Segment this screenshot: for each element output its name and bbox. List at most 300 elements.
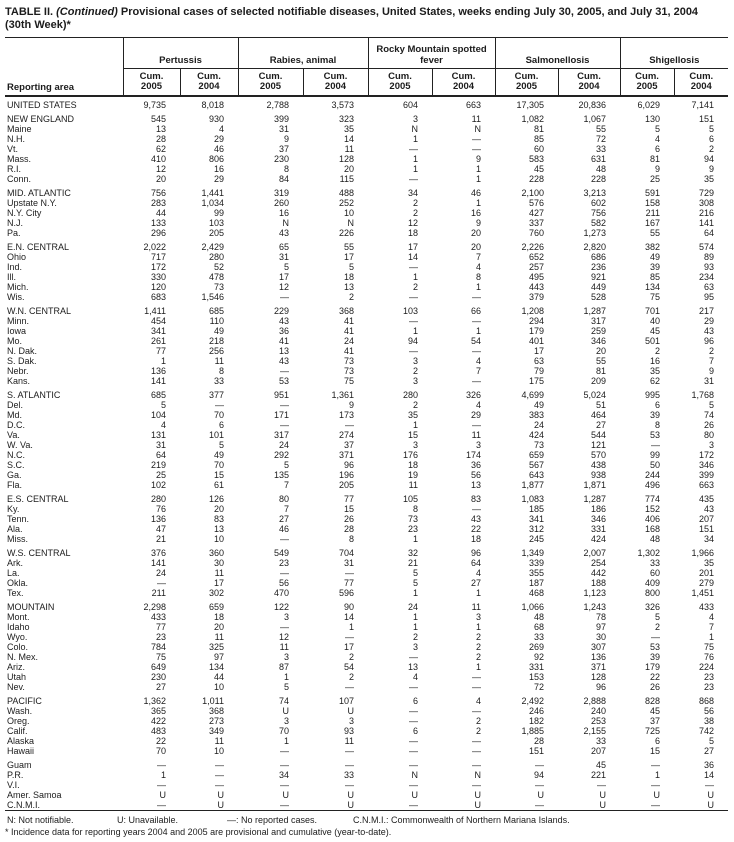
value-cell: 337: [528, 218, 545, 228]
value-cell: 254: [591, 558, 607, 568]
value-cell: 659: [208, 602, 224, 612]
value-cell: 130: [645, 114, 661, 124]
value-cell: 1,411: [144, 306, 166, 316]
value-cell: 47: [155, 524, 166, 534]
table-row: [5, 410, 728, 420]
table-row: [5, 198, 728, 208]
value-cell: 43: [278, 356, 289, 366]
reporting-area-cell: S.C.: [7, 460, 25, 470]
value-cell: 121: [591, 440, 607, 450]
value-cell: 2: [348, 292, 354, 302]
reporting-area-cell: Tenn.: [7, 514, 30, 524]
table-row: [5, 208, 728, 218]
value-cell: 433: [150, 612, 166, 622]
value-cell: 488: [338, 188, 354, 198]
value-cell: U: [653, 790, 661, 800]
value-cell: 7,141: [691, 100, 715, 110]
value-cell: 16: [278, 208, 289, 218]
value-cell: 11: [214, 632, 224, 642]
reporting-area-cell: Ind.: [7, 262, 23, 272]
value-cell: 244: [645, 470, 661, 480]
value-cell: —: [535, 780, 545, 790]
value-cell: 7: [709, 356, 715, 366]
value-cell: 496: [645, 480, 661, 490]
value-cell: 15: [213, 470, 224, 480]
value-cell: 13: [278, 346, 289, 356]
value-cell: 83: [471, 494, 482, 504]
value-cell: 23: [704, 682, 715, 692]
reporting-area-cell: Nebr.: [7, 366, 29, 376]
value-cell: 201: [699, 568, 715, 578]
table-row: [5, 346, 728, 356]
value-cell: 56: [471, 470, 482, 480]
value-cell: —: [472, 134, 482, 144]
value-cell: 1,885: [521, 726, 545, 736]
table-row: [5, 252, 728, 262]
value-cell: 174: [465, 450, 482, 460]
table-row: [5, 642, 728, 652]
value-cell: 136: [150, 514, 166, 524]
col-header-salmonellosis-cum-2005: Cum. 2005: [495, 69, 558, 97]
value-cell: 20: [155, 174, 166, 184]
value-cell: 828: [645, 696, 661, 706]
value-cell: 41: [343, 326, 354, 336]
value-cell: 331: [528, 662, 545, 672]
value-cell: 30: [596, 632, 607, 642]
value-cell: 240: [591, 706, 607, 716]
value-cell: 27: [278, 514, 289, 524]
value-cell: —: [409, 746, 418, 756]
value-cell: 64: [704, 228, 715, 238]
value-cell: 549: [273, 548, 289, 558]
value-cell: 5,024: [583, 390, 607, 400]
value-cell: 3: [412, 376, 418, 386]
value-cell: 81: [534, 124, 545, 134]
value-cell: 25: [650, 174, 661, 184]
value-cell: 55: [650, 228, 661, 238]
value-cell: 10: [213, 534, 224, 544]
value-cell: 583: [528, 154, 545, 164]
value-cell: —: [280, 534, 289, 544]
col-header-pertussis-cum-2005: Cum. 2005: [123, 69, 180, 97]
value-cell: 10: [213, 682, 224, 692]
value-cell: 136: [150, 366, 166, 376]
value-cell: 604: [402, 100, 418, 110]
table-row: [5, 262, 728, 272]
value-cell: 168: [645, 524, 661, 534]
value-cell: 273: [208, 716, 224, 726]
reporting-area-cell: E.S. CENTRAL: [7, 494, 69, 504]
value-cell: 1,451: [691, 588, 715, 598]
reporting-area-cell: Ky.: [7, 504, 20, 514]
value-cell: 6: [655, 736, 661, 746]
table-row: [5, 534, 728, 544]
value-cell: —: [280, 746, 289, 756]
value-cell: 1: [476, 662, 482, 672]
value-cell: 260: [273, 198, 289, 208]
value-cell: 171: [273, 410, 289, 420]
value-cell: 756: [150, 188, 166, 198]
value-cell: 2,007: [583, 548, 607, 558]
value-cell: 50: [650, 460, 661, 470]
table-title: [5, 6, 725, 32]
value-cell: 360: [208, 548, 224, 558]
value-cell: 582: [591, 218, 607, 228]
value-cell: 72: [596, 134, 607, 144]
table-row: [5, 706, 728, 716]
table-row: [5, 460, 728, 470]
value-cell: —: [409, 346, 418, 356]
value-cell: U: [599, 800, 607, 810]
col-header-rabies-cum-2004: Cum. 2004: [303, 69, 368, 97]
value-cell: 49: [213, 450, 224, 460]
value-cell: 103: [402, 306, 418, 316]
value-cell: 20: [213, 622, 224, 632]
value-cell: 2: [476, 632, 482, 642]
value-cell: 784: [150, 642, 166, 652]
value-cell: 35: [704, 558, 715, 568]
reporting-area-cell: Ariz.: [7, 662, 25, 672]
value-cell: 62: [650, 376, 661, 386]
value-cell: 52: [213, 262, 224, 272]
value-cell: 11: [214, 736, 224, 746]
value-cell: 27: [596, 420, 607, 430]
value-cell: 18: [213, 612, 224, 622]
value-cell: 401: [528, 336, 545, 346]
value-cell: 1,361: [331, 390, 354, 400]
table-row: [5, 548, 728, 558]
value-cell: 13: [471, 480, 482, 490]
value-cell: 1: [412, 612, 418, 622]
value-cell: 325: [208, 642, 224, 652]
value-cell: 326: [465, 390, 482, 400]
reporting-area-cell: Ark.: [7, 558, 24, 568]
value-cell: 63: [534, 356, 545, 366]
value-cell: 182: [528, 716, 545, 726]
value-cell: 55: [596, 356, 607, 366]
value-cell: 19: [407, 470, 418, 480]
value-cell: 951: [273, 390, 289, 400]
value-cell: 21: [155, 534, 166, 544]
value-cell: 105: [402, 494, 418, 504]
value-cell: 921: [591, 272, 607, 282]
value-cell: —: [280, 420, 289, 430]
value-cell: 136: [591, 652, 607, 662]
table-row: [5, 470, 728, 480]
value-cell: 49: [534, 400, 545, 410]
value-cell: 14: [343, 134, 354, 144]
value-cell: 151: [528, 746, 545, 756]
table-row: [5, 558, 728, 568]
value-cell: 2,298: [143, 602, 166, 612]
value-cell: 27: [155, 682, 166, 692]
table-row: [5, 736, 728, 746]
value-cell: 66: [471, 306, 482, 316]
value-cell: 73: [407, 514, 418, 524]
value-cell: 70: [278, 726, 289, 736]
value-cell: 41: [278, 336, 289, 346]
value-cell: 63: [704, 282, 715, 292]
value-cell: 18: [343, 272, 354, 282]
value-cell: 28: [534, 736, 545, 746]
value-cell: 39: [650, 410, 661, 420]
value-cell: 7: [476, 366, 482, 376]
table-row: [5, 588, 728, 598]
value-cell: 1,082: [521, 114, 545, 124]
value-cell: 70: [155, 746, 166, 756]
value-cell: 176: [402, 450, 418, 460]
value-cell: 33: [213, 376, 224, 386]
value-cell: 64: [471, 558, 482, 568]
value-cell: 28: [155, 134, 166, 144]
value-cell: 2,888: [583, 696, 607, 706]
value-cell: 33: [650, 558, 661, 568]
value-cell: —: [280, 366, 289, 376]
value-cell: 141: [699, 218, 715, 228]
value-cell: 5: [709, 124, 715, 134]
value-cell: —: [280, 800, 289, 810]
value-cell: 110: [209, 316, 224, 326]
value-cell: 1,362: [143, 696, 166, 706]
value-cell: 1: [160, 770, 166, 780]
reporting-area-cell: Colo.: [7, 642, 29, 652]
group-header-pertussis: Pertussis: [123, 38, 238, 69]
value-cell: 75: [343, 376, 354, 386]
footnote-not-notifiable: N: Not notifiable.: [7, 815, 74, 825]
value-cell: 23: [407, 524, 418, 534]
value-cell: 217: [699, 306, 715, 316]
value-cell: 1: [412, 534, 418, 544]
value-cell: 5: [412, 568, 418, 578]
value-cell: 2,022: [143, 242, 166, 252]
value-cell: 5: [412, 578, 418, 588]
value-cell: 8,018: [201, 100, 224, 110]
value-cell: 406: [645, 514, 661, 524]
value-cell: 153: [528, 672, 545, 682]
value-cell: U: [282, 706, 289, 716]
reporting-area-cell: Kans.: [7, 376, 31, 386]
value-cell: 3,213: [583, 188, 607, 198]
value-cell: —: [472, 376, 482, 386]
value-cell: 3: [348, 716, 354, 726]
value-cell: 1: [412, 588, 418, 598]
value-cell: 5: [348, 262, 354, 272]
value-cell: 23: [278, 558, 289, 568]
table-row: [5, 662, 728, 672]
value-cell: 128: [591, 672, 607, 682]
value-cell: 29: [213, 174, 224, 184]
value-cell: 75: [704, 642, 715, 652]
value-cell: 12: [278, 282, 289, 292]
group-header-rocky-mountain-spotted-fever: Rocky Mountain spotted fever: [368, 38, 495, 69]
reporting-area-cell: Tex.: [7, 588, 24, 598]
value-cell: 371: [338, 450, 354, 460]
reporting-area-cell: Va.: [7, 430, 20, 440]
table-row: [5, 96, 728, 110]
value-cell: —: [472, 316, 482, 326]
value-cell: 16: [213, 164, 224, 174]
value-cell: 236: [591, 262, 607, 272]
table-row: [5, 124, 728, 134]
value-cell: 73: [534, 440, 545, 450]
reporting-area-cell: Pa.: [7, 228, 21, 238]
value-cell: —: [535, 760, 545, 770]
col-header-shigellosis-cum-2005: Cum. 2005: [620, 69, 674, 97]
value-cell: 79: [534, 366, 545, 376]
value-cell: 1,208: [521, 306, 545, 316]
value-cell: 5: [283, 460, 289, 470]
value-cell: 31: [155, 440, 166, 450]
footnote-unavailable: U: Unavailable.: [117, 815, 179, 825]
value-cell: 15: [650, 746, 661, 756]
value-cell: 3: [283, 652, 289, 662]
value-cell: 187: [528, 578, 545, 588]
value-cell: 8: [283, 164, 289, 174]
value-cell: 80: [278, 494, 289, 504]
value-cell: U: [411, 790, 418, 800]
value-cell: 141: [150, 558, 166, 568]
value-cell: 92: [534, 652, 545, 662]
value-cell: 5: [709, 736, 715, 746]
value-cell: 528: [591, 292, 607, 302]
value-cell: 207: [699, 514, 715, 524]
value-cell: 61: [213, 480, 224, 490]
value-cell: 11: [344, 736, 354, 746]
value-cell: 13: [407, 662, 418, 672]
value-cell: 663: [699, 480, 715, 490]
value-cell: —: [345, 746, 354, 756]
table-row: [5, 188, 728, 198]
reporting-area-cell: Calif.: [7, 726, 28, 736]
value-cell: 685: [208, 306, 224, 316]
value-cell: 39: [650, 652, 661, 662]
value-cell: 103: [208, 218, 224, 228]
value-cell: 15: [407, 430, 418, 440]
reporting-area-cell: Guam: [7, 760, 32, 770]
value-cell: 151: [699, 524, 715, 534]
value-cell: 2: [476, 726, 482, 736]
value-cell: —: [472, 346, 482, 356]
reporting-area-cell: Upstate N.Y.: [7, 198, 57, 208]
value-cell: 11: [214, 356, 224, 366]
value-cell: 23: [704, 672, 715, 682]
value-cell: 4: [218, 124, 224, 134]
value-cell: 1,441: [201, 188, 224, 198]
value-cell: 37: [650, 716, 661, 726]
table-row: [5, 114, 728, 124]
value-cell: 54: [471, 336, 482, 346]
value-cell: 576: [528, 198, 545, 208]
value-cell: —: [705, 780, 715, 790]
value-cell: 26: [704, 420, 715, 430]
value-cell: 41: [343, 316, 354, 326]
value-cell: 9,735: [143, 100, 166, 110]
value-cell: 18: [471, 534, 482, 544]
reporting-area-cell: Ga.: [7, 470, 22, 480]
value-cell: 179: [645, 662, 661, 672]
value-cell: 20: [596, 346, 607, 356]
value-cell: 33: [343, 770, 354, 780]
value-cell: 377: [208, 390, 224, 400]
value-cell: 94: [407, 336, 418, 346]
value-cell: 68: [534, 622, 545, 632]
value-cell: 35: [704, 174, 715, 184]
value-cell: 2: [412, 366, 418, 376]
value-cell: 135: [273, 470, 289, 480]
value-cell: 9: [709, 366, 715, 376]
value-cell: 1: [476, 174, 482, 184]
reporting-area-cell: Amer. Samoa: [7, 790, 62, 800]
value-cell: 591: [645, 188, 661, 198]
value-cell: 3: [476, 440, 482, 450]
value-cell: 371: [591, 662, 607, 672]
value-cell: —: [409, 316, 418, 326]
value-cell: 40: [650, 316, 661, 326]
value-cell: 35: [343, 124, 354, 134]
value-cell: 107: [338, 696, 354, 706]
value-cell: 133: [150, 218, 166, 228]
value-cell: 55: [596, 124, 607, 134]
value-cell: 1: [655, 770, 661, 780]
value-cell: 20: [471, 228, 482, 238]
value-cell: 2,492: [521, 696, 545, 706]
value-cell: 70: [213, 460, 224, 470]
value-cell: 96: [704, 336, 715, 346]
value-cell: 1: [476, 198, 482, 208]
value-cell: 317: [591, 316, 607, 326]
value-cell: 172: [150, 262, 166, 272]
reporting-area-cell: D.C.: [7, 420, 25, 430]
value-cell: 76: [155, 504, 166, 514]
value-cell: 8: [412, 504, 418, 514]
group-header-salmonellosis: Salmonellosis: [495, 38, 620, 69]
value-cell: 346: [591, 336, 607, 346]
value-cell: 478: [208, 272, 224, 282]
value-cell: 8: [218, 366, 224, 376]
value-cell: 742: [699, 726, 715, 736]
value-cell: —: [157, 760, 166, 770]
value-cell: 1,287: [583, 306, 607, 316]
reporting-area-cell: E.N. CENTRAL: [7, 242, 70, 252]
value-cell: —: [157, 578, 166, 588]
value-cell: 20: [213, 504, 224, 514]
value-cell: 85: [534, 134, 545, 144]
reporting-area-cell: Ala.: [7, 524, 23, 534]
table-row: [5, 682, 728, 692]
value-cell: 3: [412, 114, 418, 124]
value-cell: 99: [213, 208, 224, 218]
reporting-area-cell: Okla.: [7, 578, 29, 588]
value-cell: 365: [150, 706, 166, 716]
value-cell: 20: [471, 242, 482, 252]
value-cell: 464: [591, 410, 607, 420]
reporting-area-cell: Miss.: [7, 534, 28, 544]
value-cell: —: [409, 262, 418, 272]
table-row: [5, 356, 728, 366]
value-cell: —: [472, 292, 482, 302]
value-cell: 1,123: [583, 588, 607, 598]
value-cell: 120: [150, 282, 166, 292]
value-cell: 1,083: [521, 494, 545, 504]
table-row: [5, 716, 728, 726]
reporting-area-cell: Del.: [7, 400, 24, 410]
col-header-reporting-area: Reporting area: [5, 38, 123, 97]
table-title-number: TABLE II.: [5, 6, 54, 18]
value-cell: 9: [283, 134, 289, 144]
value-cell: 9: [348, 400, 354, 410]
value-cell: 228: [591, 174, 607, 184]
value-cell: 659: [528, 450, 545, 460]
